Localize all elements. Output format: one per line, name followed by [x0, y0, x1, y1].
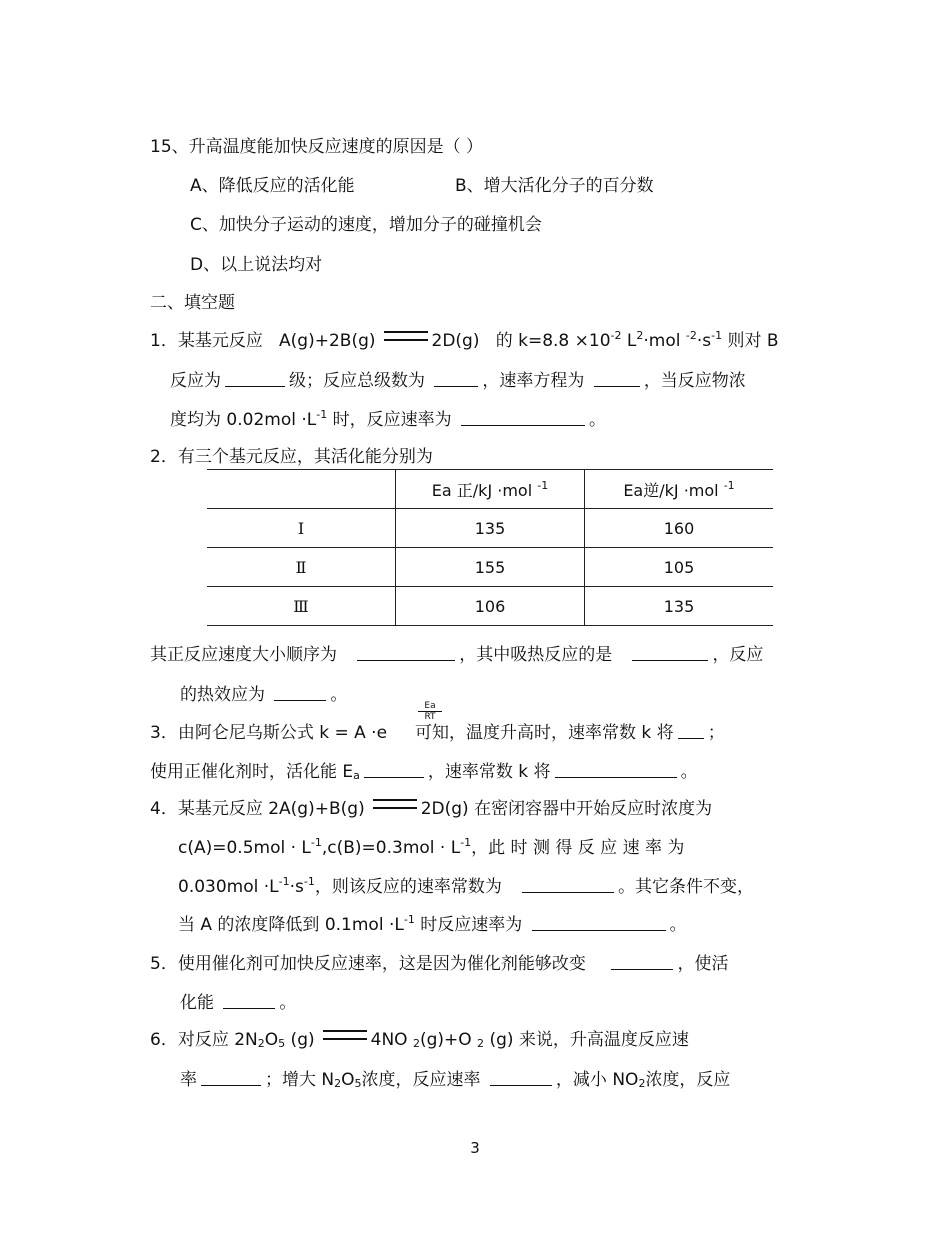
arrhenius-exponent: $\frac{Ea}{RT}$: [418, 701, 442, 722]
table-row: [207, 587, 773, 626]
q6-blank-conc-effect[interactable]: [490, 1069, 552, 1086]
q2-after-line1: 其正反应速度大小顺序为 ，其中吸热反应的是 ，反应: [150, 645, 764, 665]
table-header-row: [207, 470, 773, 509]
equilibrium-sign: [384, 331, 428, 341]
table-row: [207, 509, 773, 548]
table-header-reverse: Ea逆/kJ ·mol $^{-1}$: [585, 470, 774, 509]
q6-blank-temp-effect[interactable]: [201, 1069, 261, 1086]
q5-blank-ea[interactable]: [223, 992, 275, 1009]
reverse-ea-value: 105: [585, 548, 774, 587]
q4-number: 4．: [150, 799, 178, 819]
row-label: Ⅱ: [207, 548, 396, 587]
reverse-ea-value: 135: [585, 587, 774, 626]
q1-line3: 度均为 $0.02mol \cdot L^{-1}$ 时，反应速率为 。: [170, 408, 606, 430]
q6-number: 6．: [150, 1030, 178, 1050]
q15-option-a: A、降低反应的活化能: [190, 176, 355, 196]
q15-option-d: D、以上说法均对: [190, 255, 323, 275]
q2-stem: 2．有三个基元反应，其活化能分别为: [150, 447, 433, 467]
row-label: Ⅲ: [207, 587, 396, 626]
q2-after-line2: 的热效应为 。: [180, 685, 348, 705]
q3-blank-ea-change[interactable]: [364, 761, 424, 778]
q4-line2: $c(A)=0.5mol \cdot L^{-1},c(B)=0.3mol \cdot L^{-1}$，此 时 测 得 反 应 速 率 为: [178, 836, 685, 858]
q15-option-c: C、加快分子运动的速度，增加分子的碰撞机会: [190, 215, 542, 235]
q3-blank-k-change-catalyst[interactable]: [555, 761, 677, 778]
q3-line1: 3．由阿仑尼乌斯公式 k = A ·e 可知，温度升高时，速率常数 k 将 ；: [150, 723, 725, 743]
q6-line2: 率 ；增大 $N_2O_5$浓度，反应速率 ，减小 $NO_2$浓度，反应: [180, 1070, 731, 1090]
q5-line2: 化能 。: [180, 993, 297, 1013]
q6-line1: 6．对反应 $2N_2O_5$ (g) 4NO $_2$(g)+O $_2$ (g) 来说，升高温度反应速: [150, 1030, 689, 1050]
q1-number: 1．: [150, 331, 178, 351]
q15-stem: 15、升高温度能加快反应速度的原因是（ ）: [150, 137, 484, 157]
q1-blank-order-b[interactable]: [225, 370, 285, 387]
q2-blank-endothermic[interactable]: [632, 644, 708, 661]
equilibrium-sign: [373, 799, 417, 809]
q4-line3: $0.030mol \cdot L^{-1}\cdot s^{-1}$，则该反应的速率常数为 。其它条件不变，: [178, 875, 755, 897]
q5-line1: 5．使用催化剂可加快反应速率，这是因为催化剂能够改变 ，使活: [150, 954, 729, 974]
page-number: 3: [470, 1139, 480, 1157]
q1-blank-rate[interactable]: [461, 409, 585, 426]
section-title-fill-in: 二、填空题: [150, 293, 235, 313]
table-header-blank: [207, 470, 396, 509]
q5-number: 5．: [150, 954, 178, 974]
q4-blank-rate-constant[interactable]: [522, 876, 614, 893]
forward-ea-value: 106: [396, 587, 585, 626]
q4-line4: 当 A 的浓度降低到 $0.1mol \cdot L^{-1}$ 时反应速率为 。: [178, 913, 687, 935]
equilibrium-sign: [323, 1030, 367, 1040]
row-label: Ⅰ: [207, 509, 396, 548]
forward-ea-value: 155: [396, 548, 585, 587]
q3-line2: 使用正催化剂时，活化能 $E_a$ ，速率常数 k 将 。: [150, 762, 698, 782]
q5-blank-pathway[interactable]: [611, 953, 673, 970]
table-row: [207, 548, 773, 587]
q1-line2: 反应为 级；反应总级数为 ，速率方程为 ，当反应物浓: [170, 371, 746, 391]
q3-number: 3．: [150, 723, 178, 743]
q4-blank-new-rate[interactable]: [532, 914, 666, 931]
q3-blank-k-change[interactable]: [678, 722, 704, 739]
q2-blank-heat-effect[interactable]: [274, 684, 326, 701]
q1-products: 2D(g): [431, 331, 480, 351]
q4-line1: 4．某基元反应 2A(g)+B(g) 2D(g) 在密闭容器中开始反应时浓度为: [150, 799, 713, 819]
table-header-forward: Ea 正/kJ ·mol $^{-1}$: [396, 470, 585, 509]
activation-energy-table: [207, 469, 773, 626]
q1-blank-total-order[interactable]: [434, 370, 478, 387]
reverse-ea-value: 160: [585, 509, 774, 548]
q1-line1: 1．某基元反应 A(g)+2B(g) 2D(g) 的 $k=8.8 \times 10^{-2}$ $L^2\cdot mol$ $^{-2}\cdot s^{-1}$ 则对 B: [150, 329, 779, 351]
q2-number: 2．: [150, 447, 178, 467]
q2-blank-rate-order[interactable]: [357, 644, 455, 661]
q15-option-b: B、增大活化分子的百分数: [455, 176, 654, 196]
q1-reactants: A(g)+2B(g): [279, 331, 376, 351]
forward-ea-value: 135: [396, 509, 585, 548]
q1-blank-rate-equation[interactable]: [594, 370, 640, 387]
